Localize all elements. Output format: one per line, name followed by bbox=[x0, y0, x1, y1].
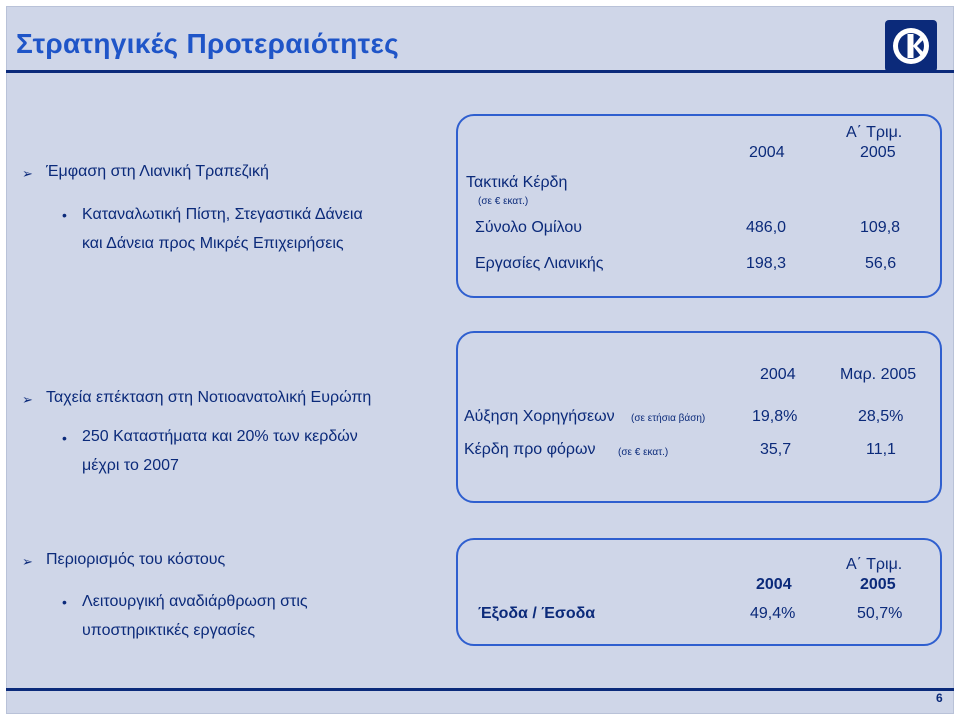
section3-bullet-line1: Λειτουργική αναδιάρθρωση στις bbox=[82, 593, 308, 610]
bank-logo-icon bbox=[885, 20, 937, 72]
panel3-row-label: Έξοδα / Έσοδα bbox=[478, 605, 596, 622]
panel1-row2-label: Εργασίες Λιανικής bbox=[475, 255, 604, 272]
panel2-row1-note: (σε ετήσια βάση) bbox=[631, 413, 706, 424]
section3-heading: Περιορισμός του κόστους bbox=[46, 551, 226, 568]
panel1-col2-header-line1: Α΄ Τριμ. bbox=[846, 124, 903, 141]
panel1-unit: (σε € εκατ.) bbox=[478, 196, 529, 207]
page-title: Στρατηγικές Προτεραιότητες bbox=[16, 28, 399, 59]
arrow-bullet-icon: ➢ bbox=[22, 392, 33, 407]
panel2-row1-2004: 19,8% bbox=[752, 408, 798, 425]
arrow-bullet-icon: ➢ bbox=[22, 166, 33, 181]
header-divider bbox=[6, 70, 954, 73]
panel1-row1-label: Σύνολο Ομίλου bbox=[475, 219, 582, 236]
panel2-col2-header: Μαρ. 2005 bbox=[840, 366, 917, 383]
section1-bullet-line2: και Δάνεια προς Μικρές Επιχειρήσεις bbox=[82, 235, 344, 252]
panel3-col1-header: 2004 bbox=[756, 576, 792, 593]
panel1-row1-2005: 109,8 bbox=[860, 219, 901, 236]
panel3-row-2005: 50,7% bbox=[857, 605, 903, 622]
panel3-col2-header-line1: Α΄ Τριμ. bbox=[846, 556, 903, 573]
section3-bullet-line2: υποστηρικτικές εργασίες bbox=[82, 622, 256, 639]
panel2-row1-label: Αύξηση Χορηγήσεων bbox=[464, 408, 615, 425]
panel1-row2-2004: 198,3 bbox=[746, 255, 787, 272]
panel1-row1-2004: 486,0 bbox=[746, 219, 787, 236]
section1-heading: Έμφαση στη Λιανική Τραπεζική bbox=[46, 163, 269, 180]
panel1-col1-header: 2004 bbox=[749, 144, 785, 161]
panel1-title: Τακτικά Κέρδη bbox=[466, 174, 568, 191]
panel2-row2-note: (σε € εκατ.) bbox=[618, 447, 669, 458]
bank-logo bbox=[885, 20, 937, 72]
panel2-row1-2005: 28,5% bbox=[858, 408, 904, 425]
page-number: 6 bbox=[936, 691, 943, 705]
panel3-col2-header-line2: 2005 bbox=[860, 576, 896, 593]
panel2-row2-label: Κέρδη προ φόρων bbox=[464, 441, 596, 458]
panel2-row2-2004: 35,7 bbox=[760, 441, 792, 458]
panel2-col1-header: 2004 bbox=[760, 366, 796, 383]
footer-divider bbox=[6, 688, 954, 691]
section2-bullet-line1: 250 Καταστήματα και 20% των κερδών bbox=[82, 428, 358, 445]
bullet-dot-icon: • bbox=[62, 430, 67, 446]
panel2-row2-2005: 11,1 bbox=[866, 441, 896, 458]
panel1-row2-2005: 56,6 bbox=[865, 255, 897, 272]
panel3-row-2004: 49,4% bbox=[750, 605, 796, 622]
arrow-bullet-icon: ➢ bbox=[22, 554, 33, 569]
panel1-col2-header-line2: 2005 bbox=[860, 144, 896, 161]
section2-heading: Ταχεία επέκταση στη Νοτιοανατολική Ευρώπη bbox=[46, 389, 372, 406]
section2-bullet-line2: μέχρι το 2007 bbox=[82, 457, 179, 474]
section1-bullet-line1: Καταναλωτική Πίστη, Στεγαστικά Δάνεια bbox=[82, 206, 363, 223]
bullet-dot-icon: • bbox=[62, 207, 67, 223]
bullet-dot-icon: • bbox=[62, 594, 67, 610]
